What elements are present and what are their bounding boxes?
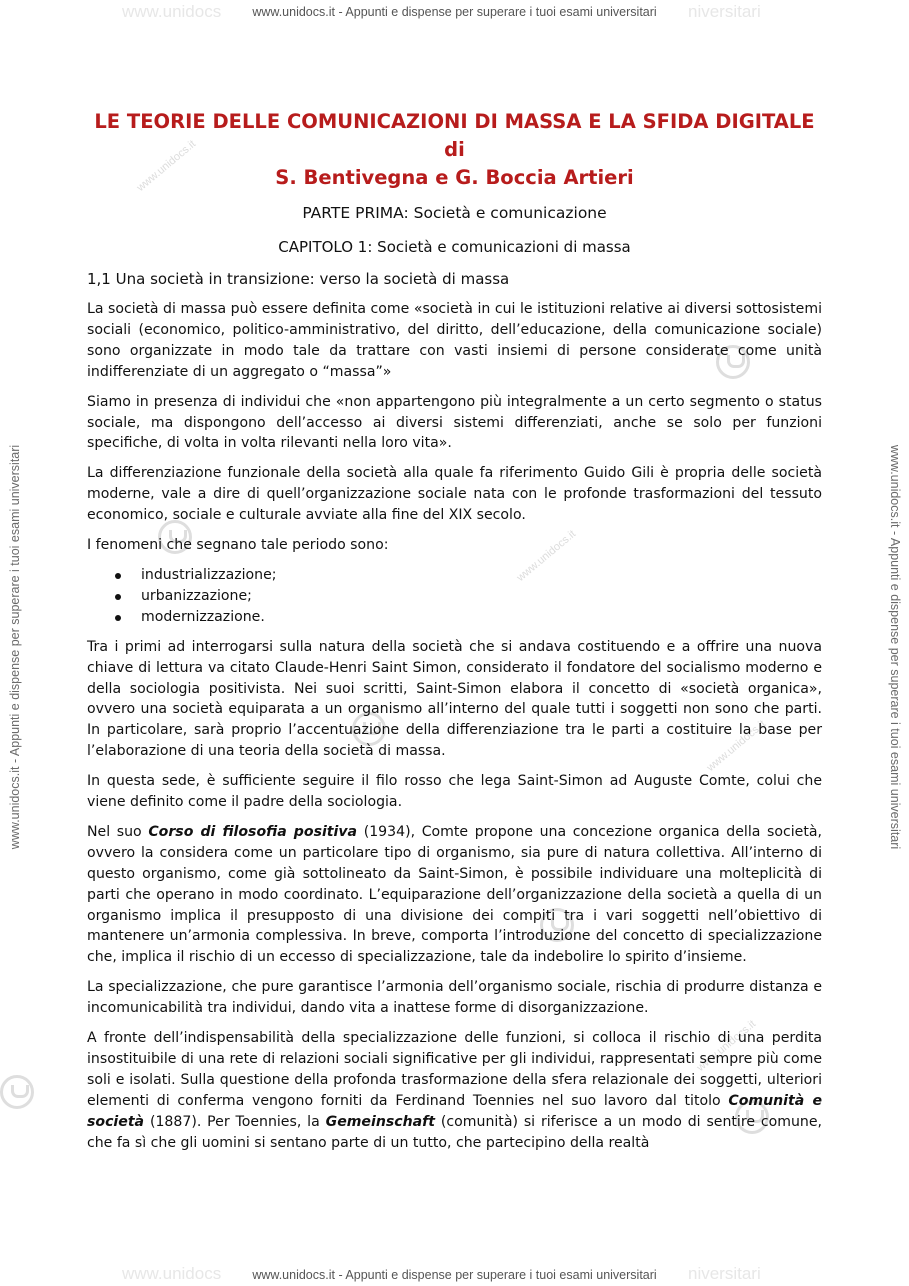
watermark-ghost-left-bottom: www.unidocs (122, 1264, 222, 1283)
paragraph: Siamo in presenza di individui che «non appartengono più integralmente a un certo segmento o status sociale, ma dispongono dell’accesso ai diversi sistemi differenziati, anche se solo per funzioni specifiche, di volta in volta rilevanti nella loro vita». (87, 393, 822, 452)
paragraph: I fenomeni che segnano tale periodo sono: (87, 537, 389, 554)
text-run: Nel suo (87, 823, 149, 840)
list-item: urbanizzazione; (141, 586, 822, 607)
text-run: A fronte dell’indispensabilità della specializzazione delle funzioni, si colloca il rischio di una perdita insostituibile di una rete di relazioni sociali significative per gli individui, rappresentati sempre più come soli e isolati. Sulla questione della profonda trasformazione della sfera relazionale dei soggetti, ulteriori elementi di conferma vengono forniti da Ferdinand Toennies nel suo lavoro dal titolo (87, 1030, 822, 1109)
book-title: Comunità e società (87, 1092, 822, 1130)
title-line-1: LE TEORIE DELLE COMUNICAZIONI DI MASSA E LA SFIDA DIGITALE di (94, 110, 815, 161)
text-run: (1934), Comte propone una concezione organica della società, ovvero la considera come un particolare tipo di organismo, sia pure di natura collettiva. All’interno di questo organismo, come già sottolineato da Saint-Simon, è possibile individuare una molteplicità di parti che operano in modo coordinato. L’equiparazione dell’organizzazione della società a quella di un organismo implica il presupposto di una divisione dei compiti tra i vari soggetti nell’obiettivo di mantenere un’armonia complessiva. In breve, comporta l’introduzione del concetto di specializzazione che, implica il rischio di un eccesso di specializzazione, tale da indebolire lo spirito d’insieme. (87, 823, 822, 966)
paragraph: Tra i primi ad interrogarsi sulla natura della società che si andava costituendo e a offrire una nuova chiave di lettura va citato Claude-Henri Saint Simon, considerato il fondatore del socialismo moderno e della sociologia positivista. Nei suoi scritti, Saint-Simon elabora il concetto di «società organica», ovvero una società equiparata a un organismo all’interno del quale tutti i soggetti non sono che parti. In particolare, sarà proprio l’accentuazione della differenziazione tra le parti a costituire la base per l’elaborazione di una teoria della società di massa. (87, 638, 822, 760)
paragraph: La specializzazione, che pure garantisce l’armonia dell’organismo sociale, rischia di produrre distanza e incomunicabilità tra individui, dando vita a inattese forme di disorganizzazione. (87, 979, 822, 1017)
title-line-2: S. Bentivegna e G. Boccia Artieri (275, 166, 634, 189)
section-heading: 1,1 Una società in transizione: verso la società di massa (87, 270, 510, 288)
watermark-bottom: www.unidocs.it - Appunti e dispense per superare i tuoi esami universitari (252, 1268, 657, 1282)
text-run: (1887). Per Toennies, la (144, 1113, 326, 1130)
text-run: (comunità) si riferisce a un modo di sentire comune, che fa sì che gli uomini si sentano parte di un tutto, che partecipino della realtà (87, 1113, 822, 1151)
document-body (87, 108, 822, 1154)
watermark-top: www.unidocs.it - Appunti e dispense per superare i tuoi esami universitari (252, 5, 657, 19)
watermark-ghost-right-bottom: niversitari (688, 1264, 761, 1283)
paragraph: La società di massa può essere definita come «società in cui le istituzioni relative ai diversi sottosistemi sociali (economico, politico-amministrativo, del diritto, dell’educazione, della comunicazione sociale) sono organizzate in modo tale da trattare con vasti insiemi di persone considerate come unità indifferenziate di un aggregato o “massa”» (87, 301, 822, 380)
list-item: modernizzazione. (141, 607, 822, 628)
term: Gemeinschaft (325, 1113, 436, 1130)
watermark-diagonal: www.unidocs.it (694, 1018, 759, 1074)
paragraph: La differenziazione funzionale della società alla quale fa riferimento Guido Gili è propria delle società moderne, vale a dire di quell’organizzazione sociale nata con le profonde trasformazioni del tessuto economico, sociale e culturale avviate alla fine del XIX secolo. (87, 465, 822, 524)
watermark-diagonal: www.unidocs.it (514, 528, 579, 584)
bullet-list (87, 565, 822, 628)
paragraph: In questa sede, è sufficiente seguire il filo rosso che lega Saint-Simon ad Auguste Comte, colui che viene definito come il padre della sociologia. (87, 773, 822, 811)
watermark-ghost-right: niversitari (688, 2, 761, 21)
watermark-left: www.unidocs.it - Appunti e dispense per superare i tuoi esami universitari (8, 444, 22, 850)
watermark-diagonal: www.unidocs.it (134, 138, 199, 194)
paragraph (87, 822, 822, 968)
unidocs-logo-icon (0, 1075, 34, 1109)
document-title (87, 108, 822, 192)
chapter-heading: CAPITOLO 1: Società e comunicazioni di massa (278, 238, 631, 256)
part-heading: PARTE PRIMA: Società e comunicazione (302, 204, 607, 222)
paragraph (87, 1028, 822, 1153)
watermark-ghost-left: www.unidocs (122, 2, 222, 21)
book-title: Corso di filosofia positiva (148, 823, 358, 840)
watermark-right: www.unidocs.it - Appunti e dispense per superare i tuoi esami universitari (888, 444, 902, 850)
list-item: industrializzazione; (141, 565, 822, 586)
watermark-diagonal: www.unidocs.it (704, 718, 769, 774)
